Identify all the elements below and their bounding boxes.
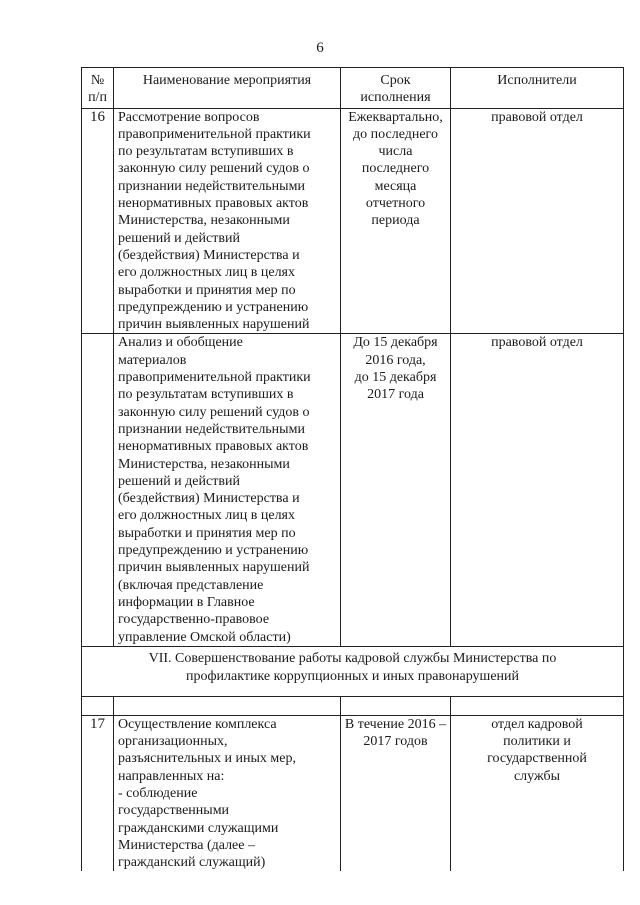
page-number: 6 xyxy=(316,40,324,56)
row-executors: правовой отдел xyxy=(451,108,624,334)
row-name: Анализ и обобщение материалов правоприменительной практики по результатам вступивших в законную силу решений судов о признании недействительными ненормативных правовых актов Министерства, незаконными решений и действий (бездействия) Министерства и его должностных лиц в целях выработки и принятия мер по предупреждению и устранению причин выявленных нарушений (включая представление информации в Главное государственно-правовое управление Омской области) xyxy=(114,334,341,646)
header-num: № п/п xyxy=(82,68,114,109)
row-name: Осуществление комплекса организационных, разъяснительных и иных мер, направленных на: - соблюдение государственными гражданскими служащими Министерства (далее – гражданский служащий) xyxy=(114,715,341,871)
row-executors: правовой отдел xyxy=(451,334,624,646)
table-row xyxy=(82,334,624,646)
header-term: Срок исполнения xyxy=(341,68,451,109)
section-header-row xyxy=(82,646,624,696)
header-name: Наименование мероприятия xyxy=(114,68,341,109)
row-num: 17 xyxy=(82,715,114,871)
row-term: Ежеквартально, до последнего числа последнего месяца отчетного периода xyxy=(341,108,451,334)
row-term: До 15 декабря 2016 года, до 15 декабря 2017 года xyxy=(341,334,451,646)
section-title: VII. Совершенствование работы кадровой службы Министерства по профилактике коррупционных и иных правонарушений xyxy=(82,646,624,696)
spacer-row xyxy=(82,696,624,715)
measures-table xyxy=(81,67,624,871)
table-header-row xyxy=(82,68,624,109)
row-num: 16 xyxy=(82,108,114,334)
row-name: Рассмотрение вопросов правоприменительной практики по результатам вступивших в законную силу решений судов о признании недействительными ненормативных правовых актов Министерства, незаконными решений и действий (бездействия) Министерства и его должностных лиц в целях выработки и принятия мер по предупреждению и устранению причин выявленных нарушений xyxy=(114,108,341,334)
table-row xyxy=(82,108,624,334)
table-row xyxy=(82,715,624,871)
header-executors: Исполнители xyxy=(451,68,624,109)
row-executors: отдел кадровой политики и государственной службы xyxy=(451,715,624,871)
row-term: В течение 2016 – 2017 годов xyxy=(341,715,451,871)
row-num xyxy=(82,334,114,646)
